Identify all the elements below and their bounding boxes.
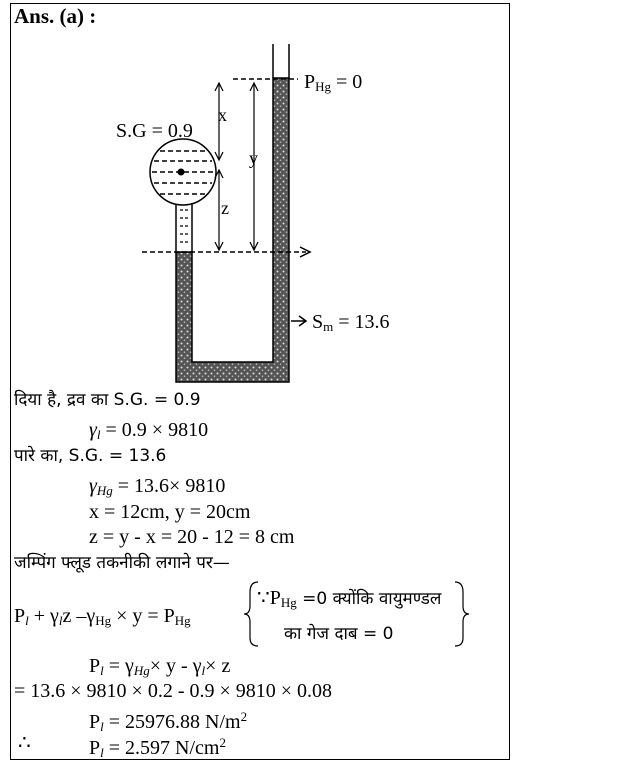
- given-liquid-sg: दिया है, द्रव का S.G. = 0.9: [14, 390, 201, 410]
- sg-label: S.G = 0.9: [116, 120, 193, 142]
- answer-heading: Ans. (a) :: [14, 4, 97, 28]
- sm-label: $S_m = 13.6$: [312, 311, 390, 334]
- p-hg-label: $P_{Hg} = 0$: [304, 71, 363, 94]
- numeric-substitution: = 13.6 × 9810 × 0.2 - 0.9 × 9810 × 0.08: [14, 680, 333, 702]
- z-label: z: [221, 198, 229, 218]
- pl-result-nm2: $P_l = 25976.88$ $N/m^2$: [89, 709, 248, 734]
- z-calc: z = y - x = 20 - 12 = 8 cm: [89, 526, 295, 548]
- condition-top: $\because P_{Hg} =0$ क्योंकि वायुमण्डल: [257, 587, 442, 610]
- pl-expression: $P_l = \gamma_{Hg}\times y - \gamma_l\times z$: [89, 655, 231, 678]
- therefore-symbol: ∴: [18, 732, 31, 754]
- condition-bottom: का गेज दाब = 0: [284, 624, 394, 644]
- pl-result-ncm2: $P_l = 2.597$ $N/cm^2$: [89, 735, 226, 760]
- jumping-fluid-line: जम्पिंग फ्लूड तकनीकी लगाने पर—: [14, 553, 230, 573]
- given-x-y: x = 12cm, y = 20cm: [89, 501, 251, 523]
- y-label: y: [249, 148, 258, 168]
- pressure-equation: $P_l + \gamma_lz$ $-\gamma_{Hg} \times y = P_{Hg}$: [14, 605, 191, 628]
- x-label: x: [218, 105, 227, 125]
- mercury-sg: पारे का, S.G. = 13.6: [14, 446, 167, 466]
- gamma-mercury: $\gamma_{Hg} = 13.6\times 9810$: [89, 475, 226, 498]
- gamma-liquid: $\gamma_l = 0.9 \times 9810$: [89, 419, 209, 442]
